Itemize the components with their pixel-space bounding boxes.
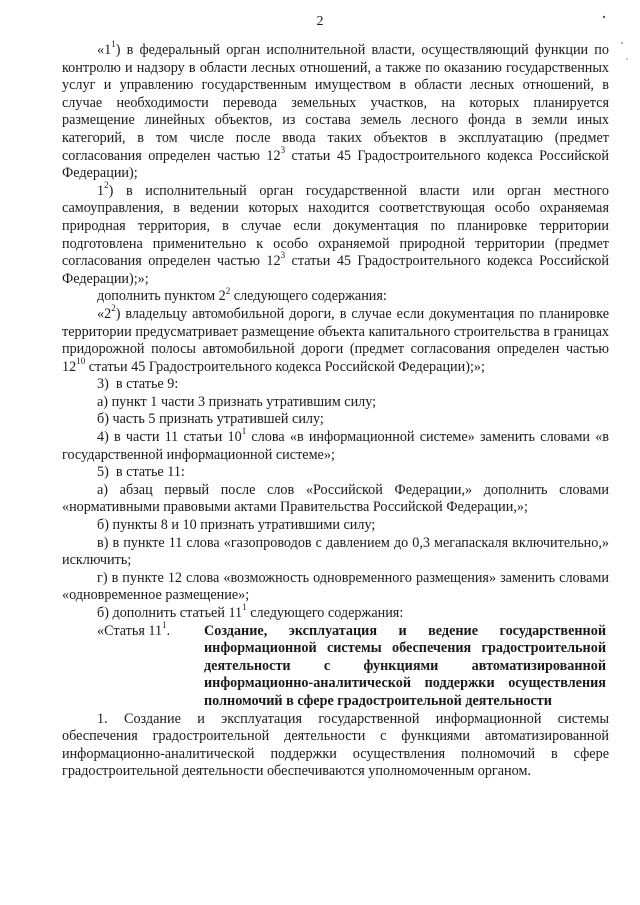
paragraph: «$2^2$) владельцу автомобильной дороги, в случае если документация по планировке территории предусматривает размещение объекта капитального строительства в границах придорожной полосы автомобильной дороги (предмет согласования определен частью $12^{10}$ статьи 45 Градостроительного кодекса Российской Федерации);»; bbox=[62, 303, 609, 375]
paragraph: б) дополнить статьей $11^1$ следующего содержания: bbox=[97, 602, 404, 621]
article-lead: «Статья $11^1$. bbox=[97, 619, 171, 639]
paragraph: «$1^1$) в федеральный орган исполнительной власти, осуществляющий функции по контролю и надзору в области лесных отношений, а также по оказанию государственных услуг и управлению государственным имуществом в области лесных отношений, в случае необходимости перевода земельных участков, на которых планируется размещение линейных объектов, из состава земель лесного фонда в земли иных категорий, в том числе после ввода таких объектов в эксплуатацию (предмет согласования определен частью $12^3$ статьи 45 Градостроительного кодекса Российской Федерации); bbox=[62, 39, 609, 182]
paragraph: дополнить пунктом $2^2$ следующего содержания: bbox=[97, 285, 387, 305]
paragraph: в) в пункте 11 слова «газопроводов с давлением до 0,3 мегапаскаля включительно,» исключить; bbox=[62, 534, 609, 569]
document-body bbox=[62, 39, 609, 781]
paragraph: 3) в статье 9: bbox=[97, 376, 179, 393]
paragraph: $1^2$) в исполнительный орган государственной власти или орган местного самоуправления, в ведении которых находится соответствующая особо охраняемая природная территория, в случае если документация по планировке территории подготовлена применительно к особо охраняемой природной территории (предмет согласования определен частью $12^3$ статьи 45 Градостроительного кодекса Российской Федерации);»; bbox=[62, 180, 609, 287]
article-heading bbox=[62, 619, 609, 711]
article-title: Создание, эксплуатация и ведение государственной информационной системы обеспечения градостроительной деятельности с функциями автоматизированной информационно-аналитической поддержки осуществления полномочий в сфере градостроительной деятельности bbox=[204, 622, 606, 709]
paragraph: б) пункты 8 и 10 признать утратившими силу; bbox=[97, 517, 376, 534]
paragraph: а) пункт 1 части 3 признать утратившим силу; bbox=[97, 393, 377, 410]
paragraph: б) часть 5 признать утратившей силу; bbox=[97, 411, 324, 428]
paragraph: 4) в части 11 статьи $10^1$ слова «в информационной системе» заменить словами «в государственной информационной системе»; bbox=[62, 426, 609, 463]
final-paragraph: 1. Создание и эксплуатация государственной информационной системы обеспечения градостроительной деятельности с функциями автоматизированной информационно-аналитической поддержки осуществления полномочий в сфере градостроительной деятельности обеспечиваются уполномоченным органом. bbox=[62, 710, 609, 780]
paragraph: а) абзац первый после слов «Российской Федерации,» дополнить словами «нормативными правовыми актами Правительства Российской Федерации,»; bbox=[62, 481, 609, 516]
paragraph: г) в пункте 12 слова «возможность одновременного размещения» заменить словами «одновременное размещение»; bbox=[62, 569, 609, 604]
page-number: 2 bbox=[316, 14, 324, 29]
paragraph: 5) в статье 11: bbox=[97, 464, 185, 481]
